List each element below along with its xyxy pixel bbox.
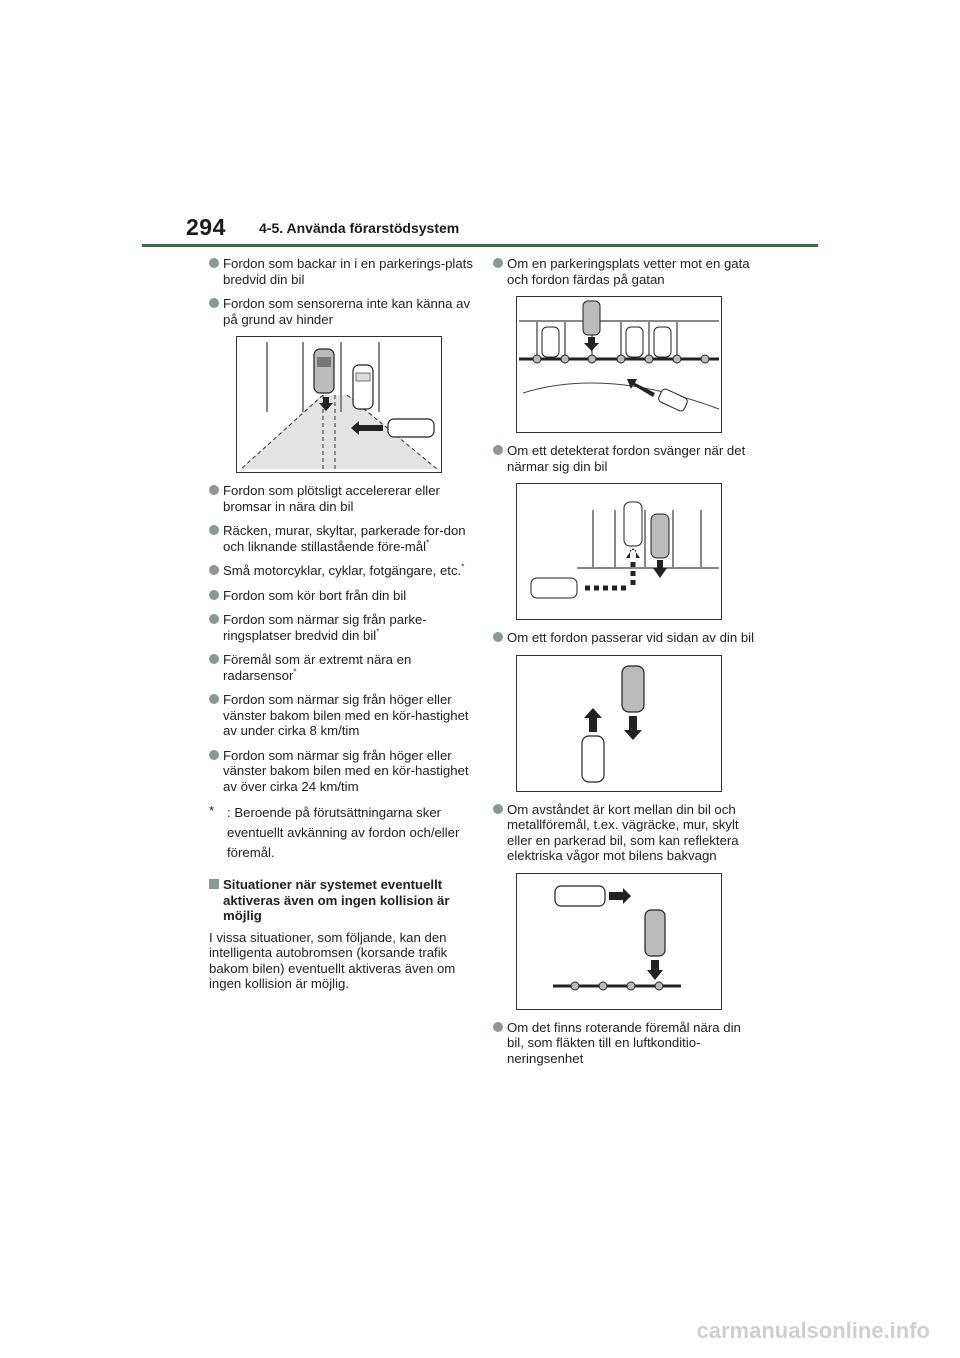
diagram-passing-vehicle [517,656,721,791]
list-item: Räcken, murar, skyltar, parkerade for-don och liknande stillastående före-mål* [209,523,475,554]
bullet-dot-icon [493,804,503,814]
bullet-dot-icon [209,258,219,268]
bullet-dot-icon [209,565,219,575]
list-item: Föremål som är extremt nära en radarsensor* [209,652,475,683]
figure-metal-objects [516,873,722,1010]
bullet-dot-icon [209,654,219,664]
list-item: Om det finns roterande föremål nära din bil, som fläkten till en luftkonditio-neringsenhet [493,1020,755,1067]
footnote-marker: * [376,627,380,637]
bullet-dot-icon [493,445,503,455]
list-item: Fordon som plötsligt accelererar eller bromsar in nära din bil [209,483,475,514]
list-item: Om ett fordon passerar vid sidan av din bil [493,630,755,646]
bullet-dot-icon [209,485,219,495]
bullet-dot-icon [493,1022,503,1032]
list-item: Om ett detekterat fordon svänger när det närmar sig din bil [493,443,755,474]
footnote-marker: * [426,538,430,548]
square-bullet-icon [209,879,219,889]
figure-turning-vehicle [516,483,722,620]
figure-obstructed-sensors [236,336,442,473]
diagram-obstructed-sensors [237,337,441,472]
header-rule [142,244,818,247]
bullet-dot-icon [493,258,503,268]
figure-parking-facing-street [516,296,722,433]
footnote-marker: * [293,667,297,677]
bullet-dot-icon [493,632,503,642]
bullet-dot-icon [209,590,219,600]
diagram-parking-facing-street [517,297,721,432]
list-item: Fordon som närmar sig från höger eller vänster bakom bilen med en kör-hastighet av över cirka 24 km/tim [209,748,475,795]
footnote-marker: * [461,562,465,572]
list-item: Fordon som närmar sig från höger eller vänster bakom bilen med en kör-hastighet av under cirka 8 km/tim [209,692,475,739]
bullet-dot-icon [209,614,219,624]
footnote-star: * [209,803,215,818]
list-item: Fordon som sensorerna inte kan känna av på grund av hinder [209,296,475,327]
bullet-dot-icon [209,750,219,760]
diagram-metal-objects [517,874,721,1009]
list-item: Fordon som backar in i en parkerings-plats bredvid din bil [209,256,475,287]
list-item: Fordon som kör bort från din bil [209,588,475,604]
bullet-dot-icon [209,525,219,535]
list-item: Små motorcyklar, cyklar, fotgängare, etc.* [209,563,475,579]
subheading: Situationer när systemet eventuellt aktiveras även om ingen kollision är möjlig [209,877,475,924]
bullet-dot-icon [209,694,219,704]
section-title: 4-5. Använda förarstödsystem [259,220,460,236]
list-item: Om avståndet är kort mellan din bil och metallföremål, t.ex. vägräcke, mur, skylt eller en parkerad bil, som kan reflektera elektriska vågor mot bilens bakvagn [493,802,755,864]
page-number: 294 [186,214,226,240]
list-item: Om en parkeringsplats vetter mot en gata och fordon färdas på gatan [493,256,755,287]
bullet-dot-icon [209,298,219,308]
right-column [493,256,755,1075]
list-item: Fordon som närmar sig från parke-ringsplatser bredvid din bil* [209,612,475,643]
watermark: carmanualsonline.info [696,1318,930,1343]
footnote: * : Beroende på förutsättningarna sker eventuellt avkänning av fordon och/eller föremål. [209,803,460,860]
left-column [209,256,475,992]
figure-passing-vehicle [516,655,722,792]
body-paragraph: I vissa situationer, som följande, kan den intelligenta autobromsen (korsande trafik bakom bilen) eventuellt aktiveras även om ingen kollision är möjlig. [209,929,456,991]
diagram-turning-vehicle [517,484,721,619]
